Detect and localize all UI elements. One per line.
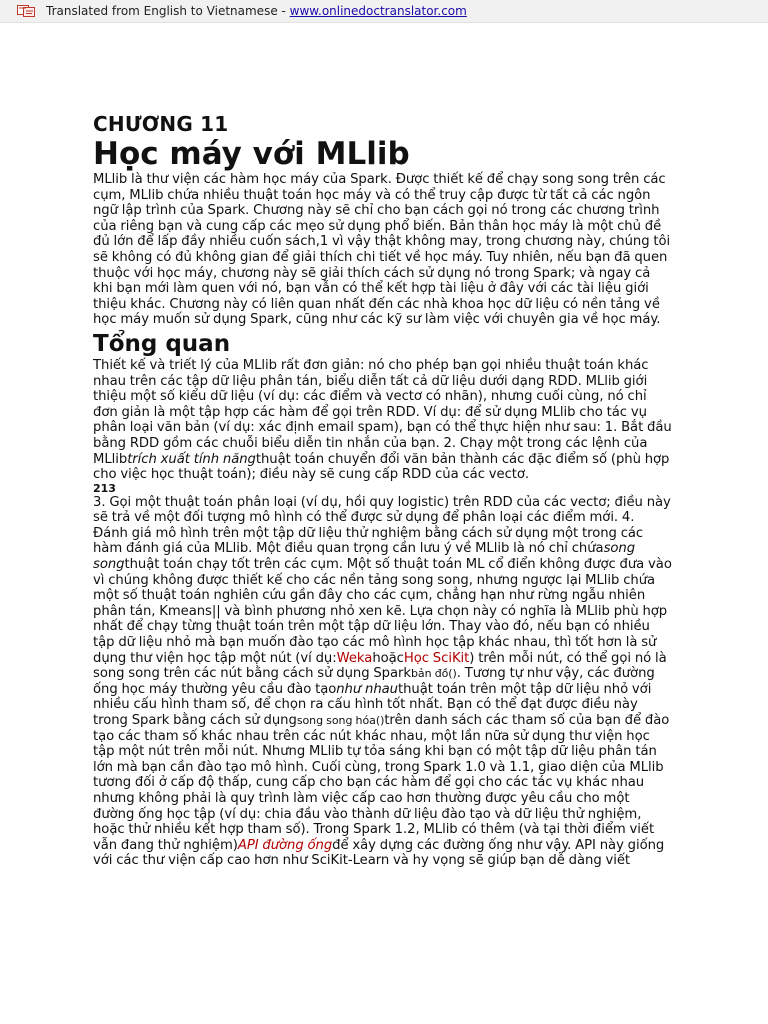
cont-text-7: để xây dựng các đường ống như vậy. API này giống với các thư viện cấp cao hơn như SciKit-Learn và hy vọng sẽ giúp bạn dễ dàng viết xyxy=(93,837,665,869)
overview-italic-term: trích xuất tính năng xyxy=(127,451,256,467)
chapter-title: Học máy với MLlib xyxy=(93,136,410,172)
overview-text-a: Thiết kế và triết lý của MLlib rất đơn giản: nó cho phép bạn gọi nhiều thuật toán khác nhau trên các tập dữ liệu phân tán, biểu diễn tất cả dữ liệu dưới dạng RDD. MLlib giới thiệu một số kiểu dữ liệu (ví dụ: các điểm và vectơ có nhãn), nhưng cuối cùng, nó chỉ đơn giản là một tập hợp các hàm để gọi trên RDD. Ví dụ: để sử dụng MLlib cho tác vụ phân loại văn bản (ví dụ: xác định email spam), bạn có thể thực hiện như sau: 1. Bắt đầu bằng RDD gồm các chuỗi biểu diễn tin nhắn của bạn. 2. Chạy một trong các lệnh của MLlib xyxy=(93,357,672,467)
pipeline-api-link[interactable]: API đường ống xyxy=(237,837,333,853)
scikit-link[interactable]: Học SciKit xyxy=(403,650,470,666)
continued-paragraph xyxy=(93,495,673,869)
translation-banner xyxy=(0,0,768,23)
cont-text-1: 3. Gọi một thuật toán phân loại (ví dụ, hồi quy logistic) trên RDD của các vectơ; điều này sẽ trả về một đối tượng mô hình có thể được sử dụng để phân loại các điểm mới. 4. Đánh giá mô hình trên một tập dữ liệu thử nghiệm bằng cách sử dụng một trong các hàm đánh giá của MLlib. Một điều quan trọng cần lưu ý về MLlib là nó chỉ chứa xyxy=(93,494,671,557)
section-heading-overview: Tổng quan xyxy=(93,330,231,357)
code-ban-do: bản đồ() xyxy=(411,667,457,681)
translator-link[interactable]: www.onlinedoctranslator.com xyxy=(289,4,467,18)
overview-paragraph xyxy=(93,358,673,483)
chapter-label: CHƯƠNG 11 xyxy=(93,112,229,136)
intro-paragraph: MLlib là thư viện các hàm học máy của Spark. Được thiết kế để chạy song song trên các cụm, MLlib chứa nhiều thuật toán học máy và có thể truy cập được từ tất cả các ngôn ngữ lập trình của Spark. Chương này sẽ chỉ cho bạn cách gọi nó trong các chương trình của riêng bạn và cung cấp các mẹo sử dụng phổ biến. Bản thân học máy là một chủ đề đủ lớn để lấp đầy nhiều cuốn sách,1 vì vậy thật không may, trong chương này, chúng tôi sẽ không có đủ không gian để giải thích chi tiết về học máy. Tuy nhiên, nếu bạn đã quen thuộc với học máy, chương này sẽ giải thích cách sử dụng nó trong Spark; và ngay cả khi bạn mới làm quen với nó, bạn vẫn có thể kết hợp tài liệu ở đây với các tài liệu giới thiệu khác. Chương này có liên quan nhất đến các nhà khoa học dữ liệu có nền tảng về học máy muốn sử dụng Spark, cũng như các kỹ sư làm việc với chuyên gia về học máy. xyxy=(93,172,671,328)
cont-text-6: trên danh sách các tham số của bạn để đào tạo các tham số khác nhau trên các nút khác nhau, một lần nữa sử dụng thư viện học tập một nút trên mỗi nút. Nhưng MLlib tự tỏa sáng khi bạn có một tập dữ liệu phân tán lớn mà bạn cần đào tạo mô hình. Cuối cùng, trong Spark 1.0 và 1.1, giao diện của MLlib tương đối ở cấp độ thấp, cung cấp cho bạn các hàm để gọi cho các tác vụ khác nhau nhưng không phải là quy trình làm việc cấp cao hơn thường được yêu cầu cho một đường ống học tập (ví dụ: chia đầu vào thành dữ liệu đào tạo và dữ liệu thử nghiệm, hoặc thử nhiều kết hợp tham số). Trong Spark 1.2, MLlib có thêm (và tại thời điểm viết vẫn đang thử nghiệm) xyxy=(93,713,670,853)
document-page xyxy=(93,112,673,869)
page-number: 213 xyxy=(93,481,116,495)
cont-italic-nhu-nhau: như nhau xyxy=(336,681,398,697)
code-song-song-hoa: song song hóa() xyxy=(296,714,385,727)
cont-hoac: hoặc xyxy=(372,650,404,666)
weka-link[interactable]: Weka xyxy=(336,650,373,666)
cont-text-3: ) trên mỗi nút, có thể gọi nó là song song trên các nút bằng cách sử dụng Spark xyxy=(93,650,667,682)
cont-text-4: . Tương tự như vậy, các đường ống học máy thường yêu cầu đào tạo xyxy=(93,666,655,697)
overview-text-b: thuật toán chuyển đổi văn bản thành các đặc điểm số (phù hợp cho việc học thuật toán); điều này sẽ cung cấp RDD của các vectơ. xyxy=(93,451,670,483)
document-translate-icon xyxy=(17,5,35,17)
cont-text-2: thuật toán chạy tốt trên các cụm. Một số thuật toán ML cổ điển không được đưa vào vì chúng không được thiết kế cho các nền tảng song song, nhưng ngược lại MLlib chứa một số thuật toán nghiên cứu gần đây cho các cụm, chẳng hạn như rừng ngẫu nhiên phân tán, Kmeans|| và bình phương nhỏ xen kẽ. Lựa chọn này có nghĩa là MLlib phù hợp nhất để chạy từng thuật toán trên một tập dữ liệu lớn. Thay vào đó, nếu bạn có nhiều tập dữ liệu nhỏ mà bạn muốn đào tạo các mô hình học tập khác nhau, thì tốt hơn là sử dụng thư viện học tập một nút (ví dụ: xyxy=(93,557,672,666)
cont-text-5: thuật toán trên một tập dữ liệu nhỏ với nhiều cấu hình tham số, để chọn ra cấu hình tốt nhất. Bạn có thể đạt được điều này trong Spark bằng cách sử dụng xyxy=(93,681,652,728)
banner-text: Translated from English to Vietnamese - xyxy=(46,4,290,18)
cont-italic-song-song: song song xyxy=(93,541,636,573)
